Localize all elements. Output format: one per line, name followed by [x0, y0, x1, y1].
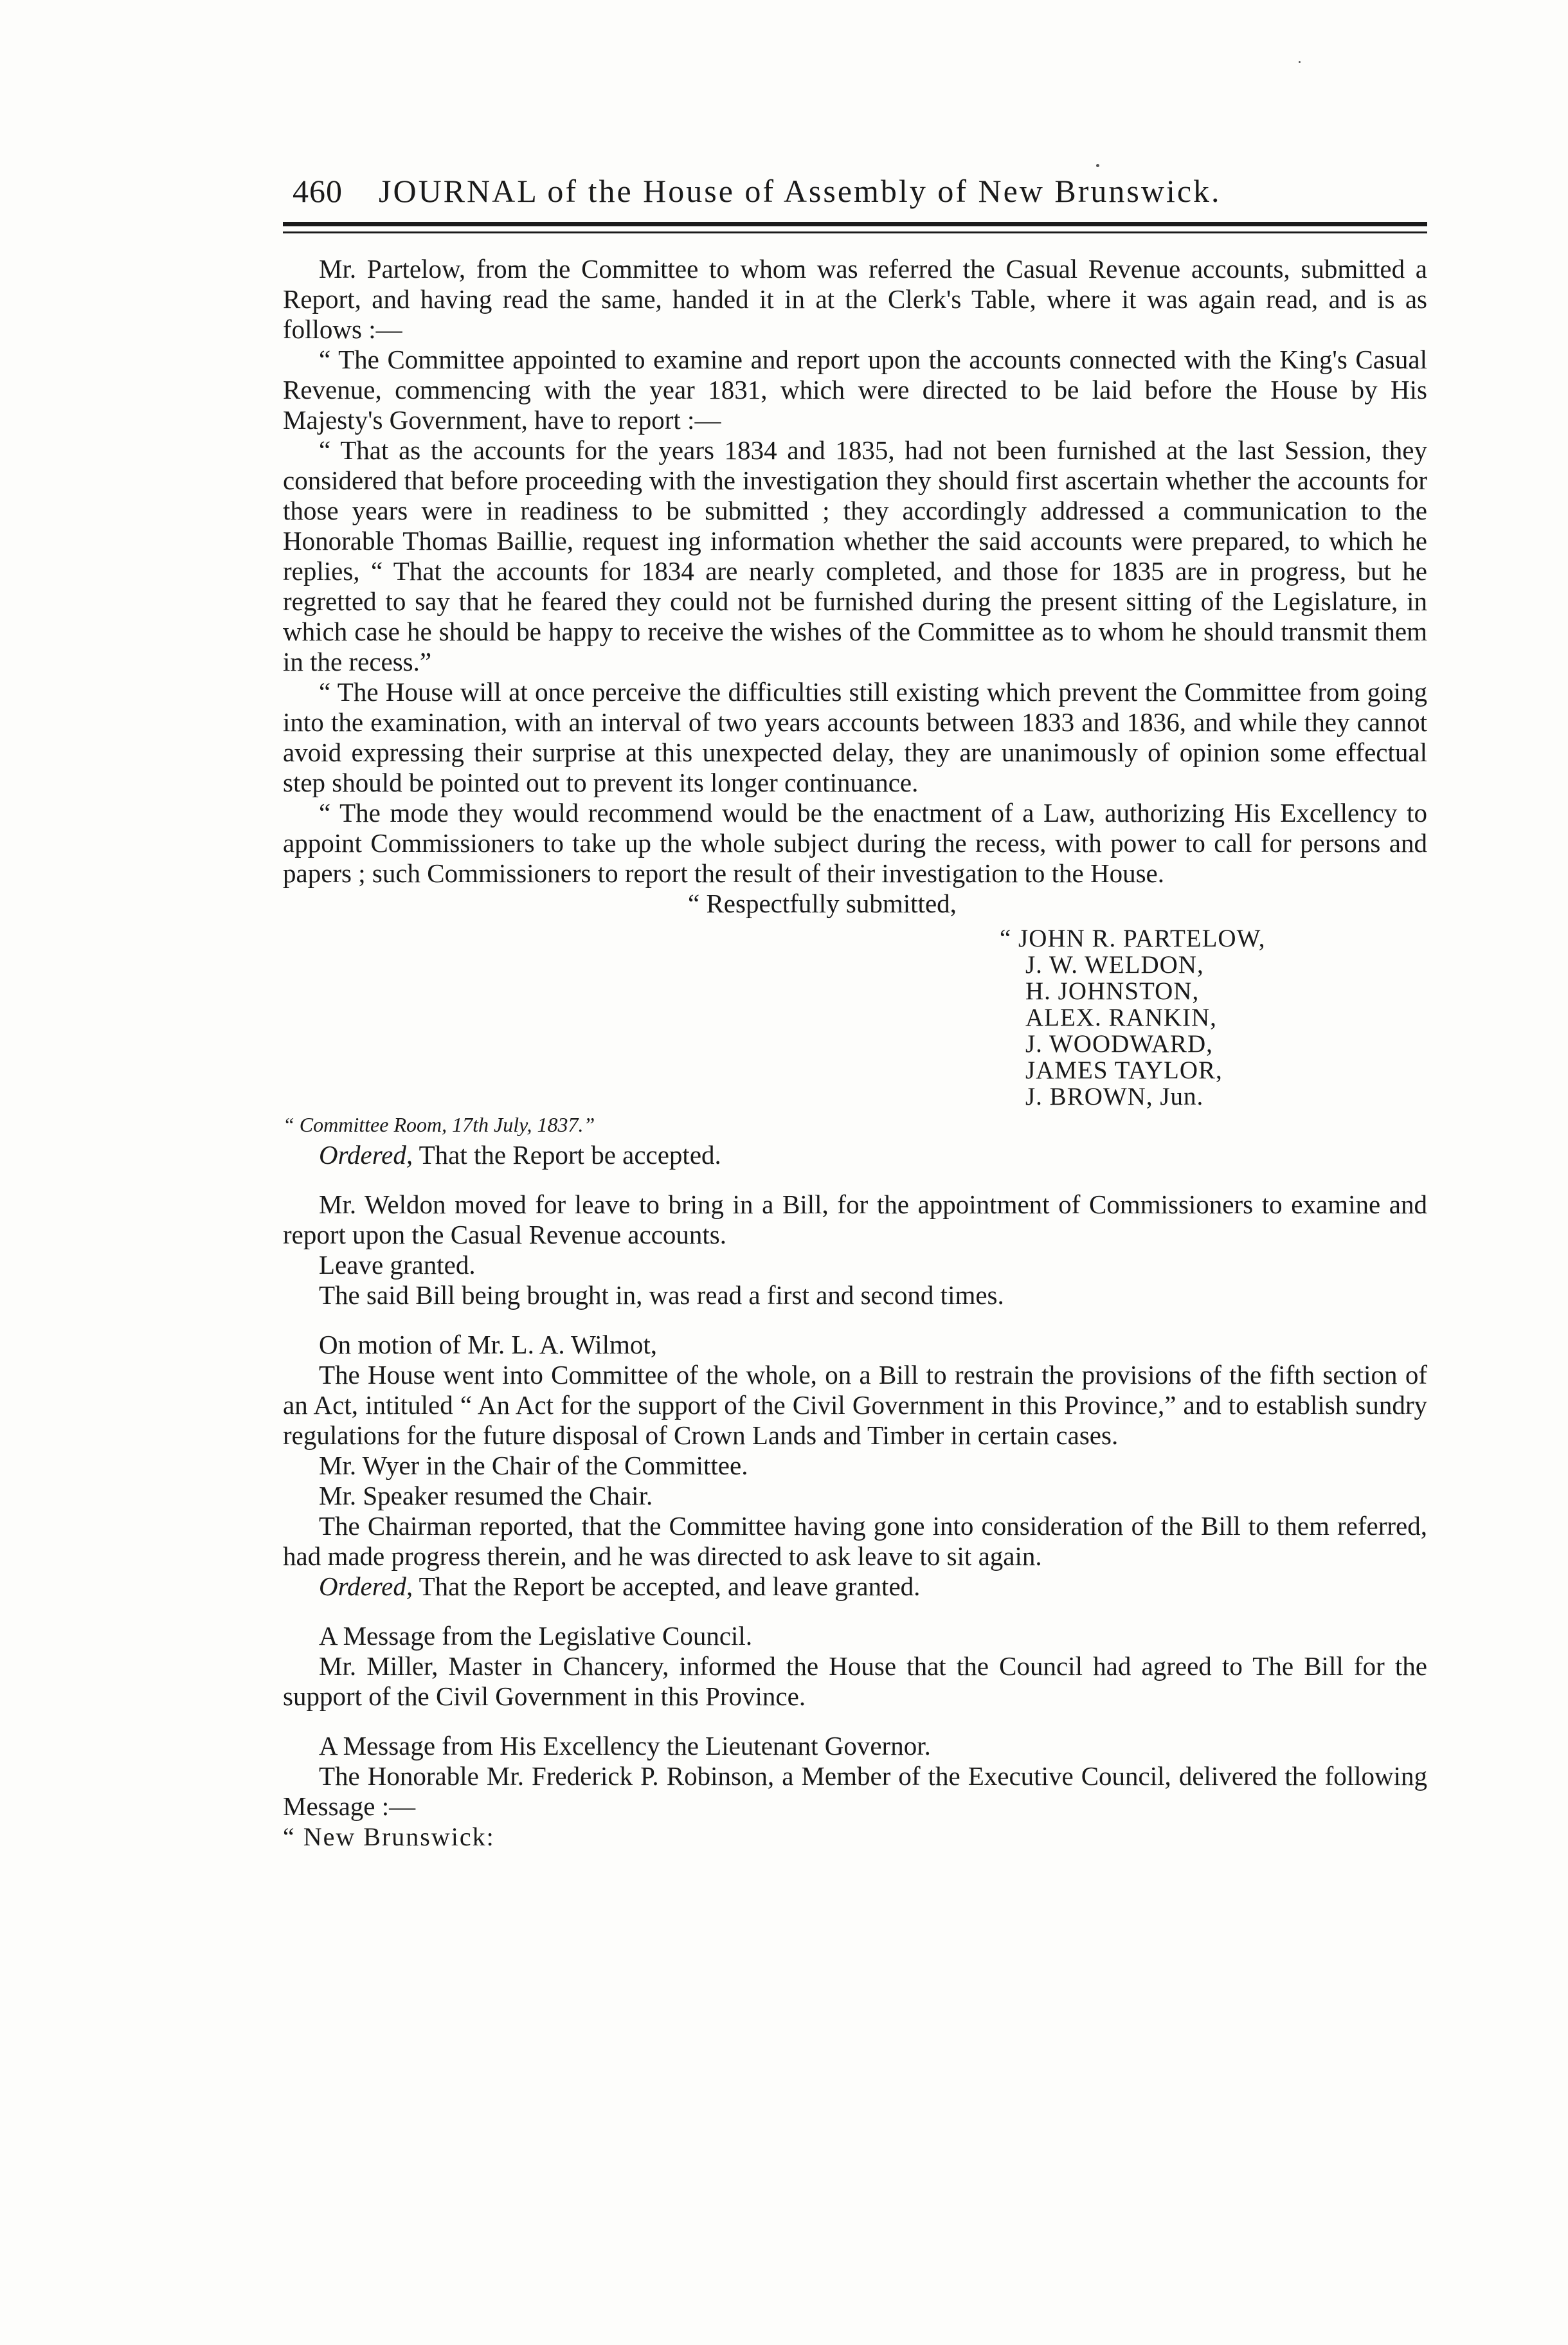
- signature-line: JAMES TAYLOR,: [1025, 1056, 1223, 1084]
- paragraph-wyer-chair: Mr. Wyer in the Chair of the Committee.: [319, 1451, 748, 1480]
- ordered-text: That the Report be accepted, and leave granted.: [413, 1571, 921, 1601]
- paragraph-weldon-motion: Mr. Weldon moved for leave to bring in a Bill, for the appointment of Commissioners to examine and report upon the Casual Revenue accounts.: [283, 1190, 1427, 1249]
- paragraph-committee-appointed: “ The Committee appointed to examine and report upon the accounts connected with the King's Casual Revenue, commencing with the year 1831, which were directed to be laid before the House by His Majesty's Government, have to report :—: [283, 345, 1427, 435]
- signature-line: J. W. WELDON,: [1025, 951, 1204, 979]
- journal-body: [283, 254, 1427, 1852]
- ordered-label: Ordered,: [319, 1571, 413, 1601]
- signature-block: [1000, 925, 1427, 1110]
- ordered-leave-granted: [283, 1571, 1427, 1602]
- page-number: 460: [293, 173, 343, 209]
- ordered-text: That the Report be accepted.: [413, 1140, 721, 1170]
- ink-speck: [1299, 61, 1301, 63]
- paragraph-bill-read: The said Bill being brought in, was read a first and second times.: [319, 1280, 1004, 1310]
- paragraph-partelow-report: Mr. Partelow, from the Committee to whom was referred the Casual Revenue accounts, submitted a Report, and having read the same, handed it in at the Clerk's Table, where it was again read, and is as follows :—: [283, 254, 1427, 344]
- signature-line: J. WOODWARD,: [1025, 1030, 1213, 1058]
- paragraph-accounts-1834-1835: “ That as the accounts for the years 1834 and 1835, had not been furnished at the last Session, they considered that before proceeding with the investigation they should first ascertain whether the accounts for those years were in readiness to be submitted ; they accordingly addressed a communication to the Honorable Thomas Baillie, request ing information whether the said accounts were prepared, to which he replies, “ That the accounts for 1834 are nearly completed, and those for 1835 are in progress, but he regretted to say that he feared they could not be furnished during the present sitting of the Legislature, in which case he should be happy to receive the wishes of the Committee as to whom he should transmit them in the recess.”: [283, 435, 1427, 676]
- paragraph-recommendation: “ The mode they would recommend would be the enactment of a Law, authorizing His Excellency to appoint Commissioners to take up the whole subject during the recess, with power to call for persons and papers ; such Commissioners to report the result of their investigation to the House.: [283, 798, 1427, 888]
- signature-line: ALEX. RANKIN,: [1025, 1004, 1217, 1031]
- paragraph-legislative-message: A Message from the Legislative Council.: [319, 1621, 753, 1651]
- ordered-label: Ordered,: [319, 1140, 413, 1170]
- paragraph-governor-message: A Message from His Excellency the Lieutenant Governor.: [319, 1731, 931, 1761]
- respectfully-submitted: “ Respectfully submitted,: [688, 889, 957, 918]
- signature-line: H. JOHNSTON,: [1025, 977, 1200, 1005]
- committee-dateline: “ Committee Room, 17th July, 1837.”: [283, 1113, 595, 1136]
- paragraph-speaker-resumed: Mr. Speaker resumed the Chair.: [319, 1481, 653, 1510]
- header-rule: [283, 222, 1427, 233]
- paragraph-house-difficulties: “ The House will at once perceive the difficulties still existing which prevent the Committee from going into the examination, with an interval of two years accounts between 1833 and 1836, and while they cannot avoid expressing their surprise at this unexpected delay, they are unanimously of opinion some effectual step should be pointed out to prevent its longer continuance.: [283, 677, 1427, 797]
- signature-line: J. BROWN, Jun.: [1025, 1083, 1204, 1110]
- journal-title: JOURNAL of the House of Assembly of New Brunswick.: [379, 173, 1221, 209]
- paragraph-chairman-reported: The Chairman reported, that the Committee having gone into consideration of the Bill to them referred, had made progress therein, and he was directed to ask leave to sit again.: [283, 1511, 1427, 1571]
- paragraph-committee-whole: The House went into Committee of the whole, on a Bill to restrain the provisions of the fifth section of an Act, intituled “ An Act for the support of the Civil Government in this Province,” and to establish sundry regulations for the future disposal of Crown Lands and Timber in certain cases.: [283, 1360, 1427, 1450]
- running-head: [293, 172, 1424, 210]
- closing-heading: “ New Brunswick:: [283, 1822, 495, 1851]
- ordered-report-accepted: [283, 1140, 1427, 1170]
- ink-speck: [1096, 164, 1099, 167]
- paragraph-wilmot-motion: On motion of Mr. L. A. Wilmot,: [319, 1330, 658, 1359]
- paragraph-miller-informed: Mr. Miller, Master in Chancery, informed the House that the Council had agreed to The Bill for the support of the Civil Government in this Province.: [283, 1651, 1427, 1711]
- paragraph-leave-granted: Leave granted.: [319, 1250, 476, 1280]
- paragraph-robinson-delivered: The Honorable Mr. Frederick P. Robinson, a Member of the Executive Council, delivered the following Message :—: [283, 1761, 1427, 1821]
- signature-line: “ JOHN R. PARTELOW,: [1000, 925, 1266, 952]
